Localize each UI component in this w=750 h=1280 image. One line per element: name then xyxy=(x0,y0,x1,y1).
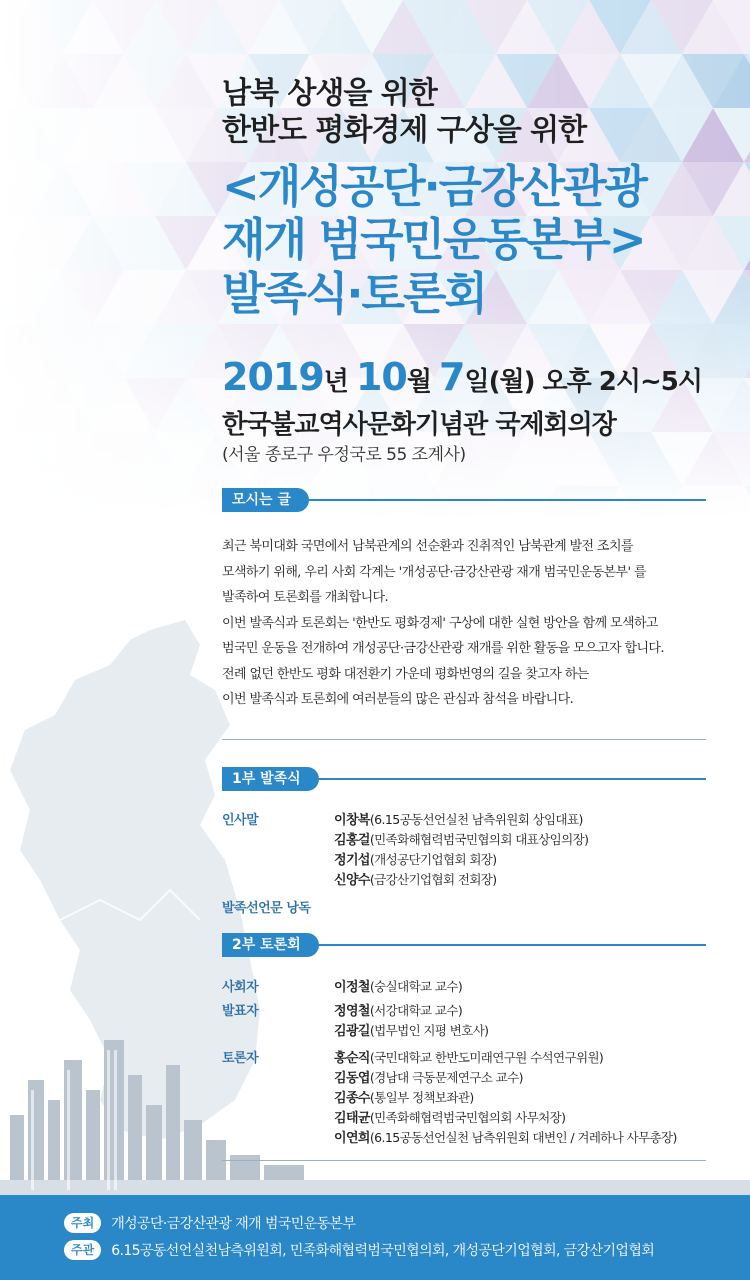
greeting-person xyxy=(334,849,497,868)
invitation-heading: 모시는 글 xyxy=(222,488,309,512)
panelist-person xyxy=(334,1107,565,1126)
organizer-row xyxy=(64,1239,654,1261)
host-text: 개성공단·금강산관광 재개 범국민운동본부 xyxy=(111,1215,356,1232)
part2-header xyxy=(222,933,706,957)
invitation-line: 이번 발족식과 토론회에 여러분들의 많은 관심과 참석을 바랍니다. xyxy=(222,692,574,707)
part1-heading: 1부 발족식 xyxy=(222,767,319,791)
person-name: 김태균 xyxy=(334,1111,370,1126)
panel-label: 토론자 xyxy=(222,1051,259,1066)
person-affiliation: (개성공단기업협회 회장) xyxy=(369,852,497,867)
organizer-text: 6.15공동선언실천남측위원회, 민족화해협력범국민협의회, 개성공단기업협회, 금강산기업협회 xyxy=(111,1242,655,1259)
subtitle-line-2: 한반도 평화경제 구상을 위한 xyxy=(222,113,587,148)
person-name: 신양수 xyxy=(334,873,370,888)
event-month: 10 xyxy=(355,355,407,399)
presenter-person xyxy=(334,1020,488,1039)
greeting-label: 인사말 xyxy=(222,813,259,828)
event-address: (서울 종로구 우정국로 55 조계사) xyxy=(222,445,466,465)
bottom-divider xyxy=(222,1160,706,1161)
presenter-label: 발표자 xyxy=(222,1004,259,1019)
event-venue: 한국불교역사문화기념관 국제회의장 xyxy=(222,410,616,440)
person-name: 정영철 xyxy=(334,1004,370,1019)
greeting-person xyxy=(334,869,497,888)
panelist-person xyxy=(334,1047,603,1066)
person-affiliation: (법무법인 지평 변호사) xyxy=(369,1023,489,1038)
person-affiliation: (민족화해협력범국민협의회 사무처장) xyxy=(369,1110,566,1125)
host-tag: 주최 xyxy=(64,1213,101,1233)
host-row xyxy=(64,1212,355,1234)
invitation-text xyxy=(222,534,712,713)
person-affiliation: (금강산기업협회 전회장) xyxy=(369,872,497,887)
invitation-line: 이번 발족식과 토론회는 '한반도 평화경제' 구상에 대한 실현 방안을 함께 모색하고 xyxy=(222,615,658,631)
person-affiliation: (경남대 극동문제연구소 교수) xyxy=(369,1070,523,1085)
person-name: 김종수 xyxy=(334,1091,370,1106)
invitation-line: 전례 없던 한반도 평화 대전환기 가운데 평화번영의 길을 찾고자 하는 xyxy=(222,666,589,682)
panelist-person xyxy=(334,1127,677,1146)
presenter-person xyxy=(334,1000,462,1019)
person-name: 이연희 xyxy=(334,1131,370,1146)
section-divider xyxy=(222,739,706,740)
title-line-1: <개성공단·금강산관광 xyxy=(222,160,647,213)
event-day: 7 xyxy=(439,355,465,399)
invitation-line: 최근 북미대화 국면에서 남북관계의 선순환과 진취적인 남북관계 발전 조치를 xyxy=(222,539,633,554)
invitation-line: 발족하여 토론회를 개최합니다. xyxy=(222,590,389,605)
subtitle-line-1: 남북 상생을 위한 xyxy=(222,76,437,111)
person-name: 김동엽 xyxy=(334,1071,370,1086)
moderator-label: 사회자 xyxy=(222,980,259,995)
event-day-unit: 일(월) 오후 2시~5시 xyxy=(464,367,702,397)
panelist-person xyxy=(334,1067,523,1086)
person-affiliation: (민족화해협력범국민협의회 대표상임의장) xyxy=(369,832,589,847)
moderator-person xyxy=(334,976,462,995)
person-name: 김광길 xyxy=(334,1024,370,1039)
part2-heading: 2부 토론회 xyxy=(222,933,319,957)
person-name: 이창복 xyxy=(334,813,370,828)
person-affiliation: (숭실대학교 교수) xyxy=(369,979,463,994)
organizer-tag: 주관 xyxy=(64,1240,101,1260)
declaration-label: 발족선언문 낭독 xyxy=(222,901,311,916)
event-year-unit: 년 xyxy=(323,367,356,397)
person-affiliation: (국민대학교 한반도미래연구원 수석연구위원) xyxy=(369,1050,604,1065)
title-line-2: 재개 범국민운동본부> xyxy=(222,213,645,266)
panelist-person xyxy=(334,1087,474,1106)
person-affiliation: (서강대학교 교수) xyxy=(369,1003,463,1018)
person-name: 김홍걸 xyxy=(334,833,370,848)
title-line-3: 발족식·토론회 xyxy=(222,267,486,320)
event-date xyxy=(222,355,702,399)
greeting-person xyxy=(334,809,583,828)
invitation-header xyxy=(222,488,706,512)
event-month-unit: 월 xyxy=(406,367,439,397)
person-affiliation: (6.15공동선언실천 남측위원회 대변인 / 겨레하나 사무총장) xyxy=(369,1130,677,1145)
person-affiliation: (6.15공동선언실천 남측위원회 상임대표) xyxy=(369,812,583,827)
person-affiliation: (통일부 정책보좌관) xyxy=(369,1090,474,1105)
footer-bar xyxy=(0,1195,750,1280)
part1-header xyxy=(222,767,706,791)
invitation-line: 범국민 운동을 전개하여 개성공단·금강산관광 재개를 위한 활동을 모으고자 합니다. xyxy=(222,641,664,656)
invitation-line: 모색하기 위해, 우리 사회 각계는 '개성공단·금강산관광 재개 범국민운동본부' 를 xyxy=(222,564,646,580)
person-name: 홍순직 xyxy=(334,1051,370,1066)
greeting-person xyxy=(334,829,588,848)
event-year: 2019 xyxy=(222,355,324,399)
person-name: 정기섭 xyxy=(334,853,370,868)
person-name: 이정철 xyxy=(334,980,370,995)
